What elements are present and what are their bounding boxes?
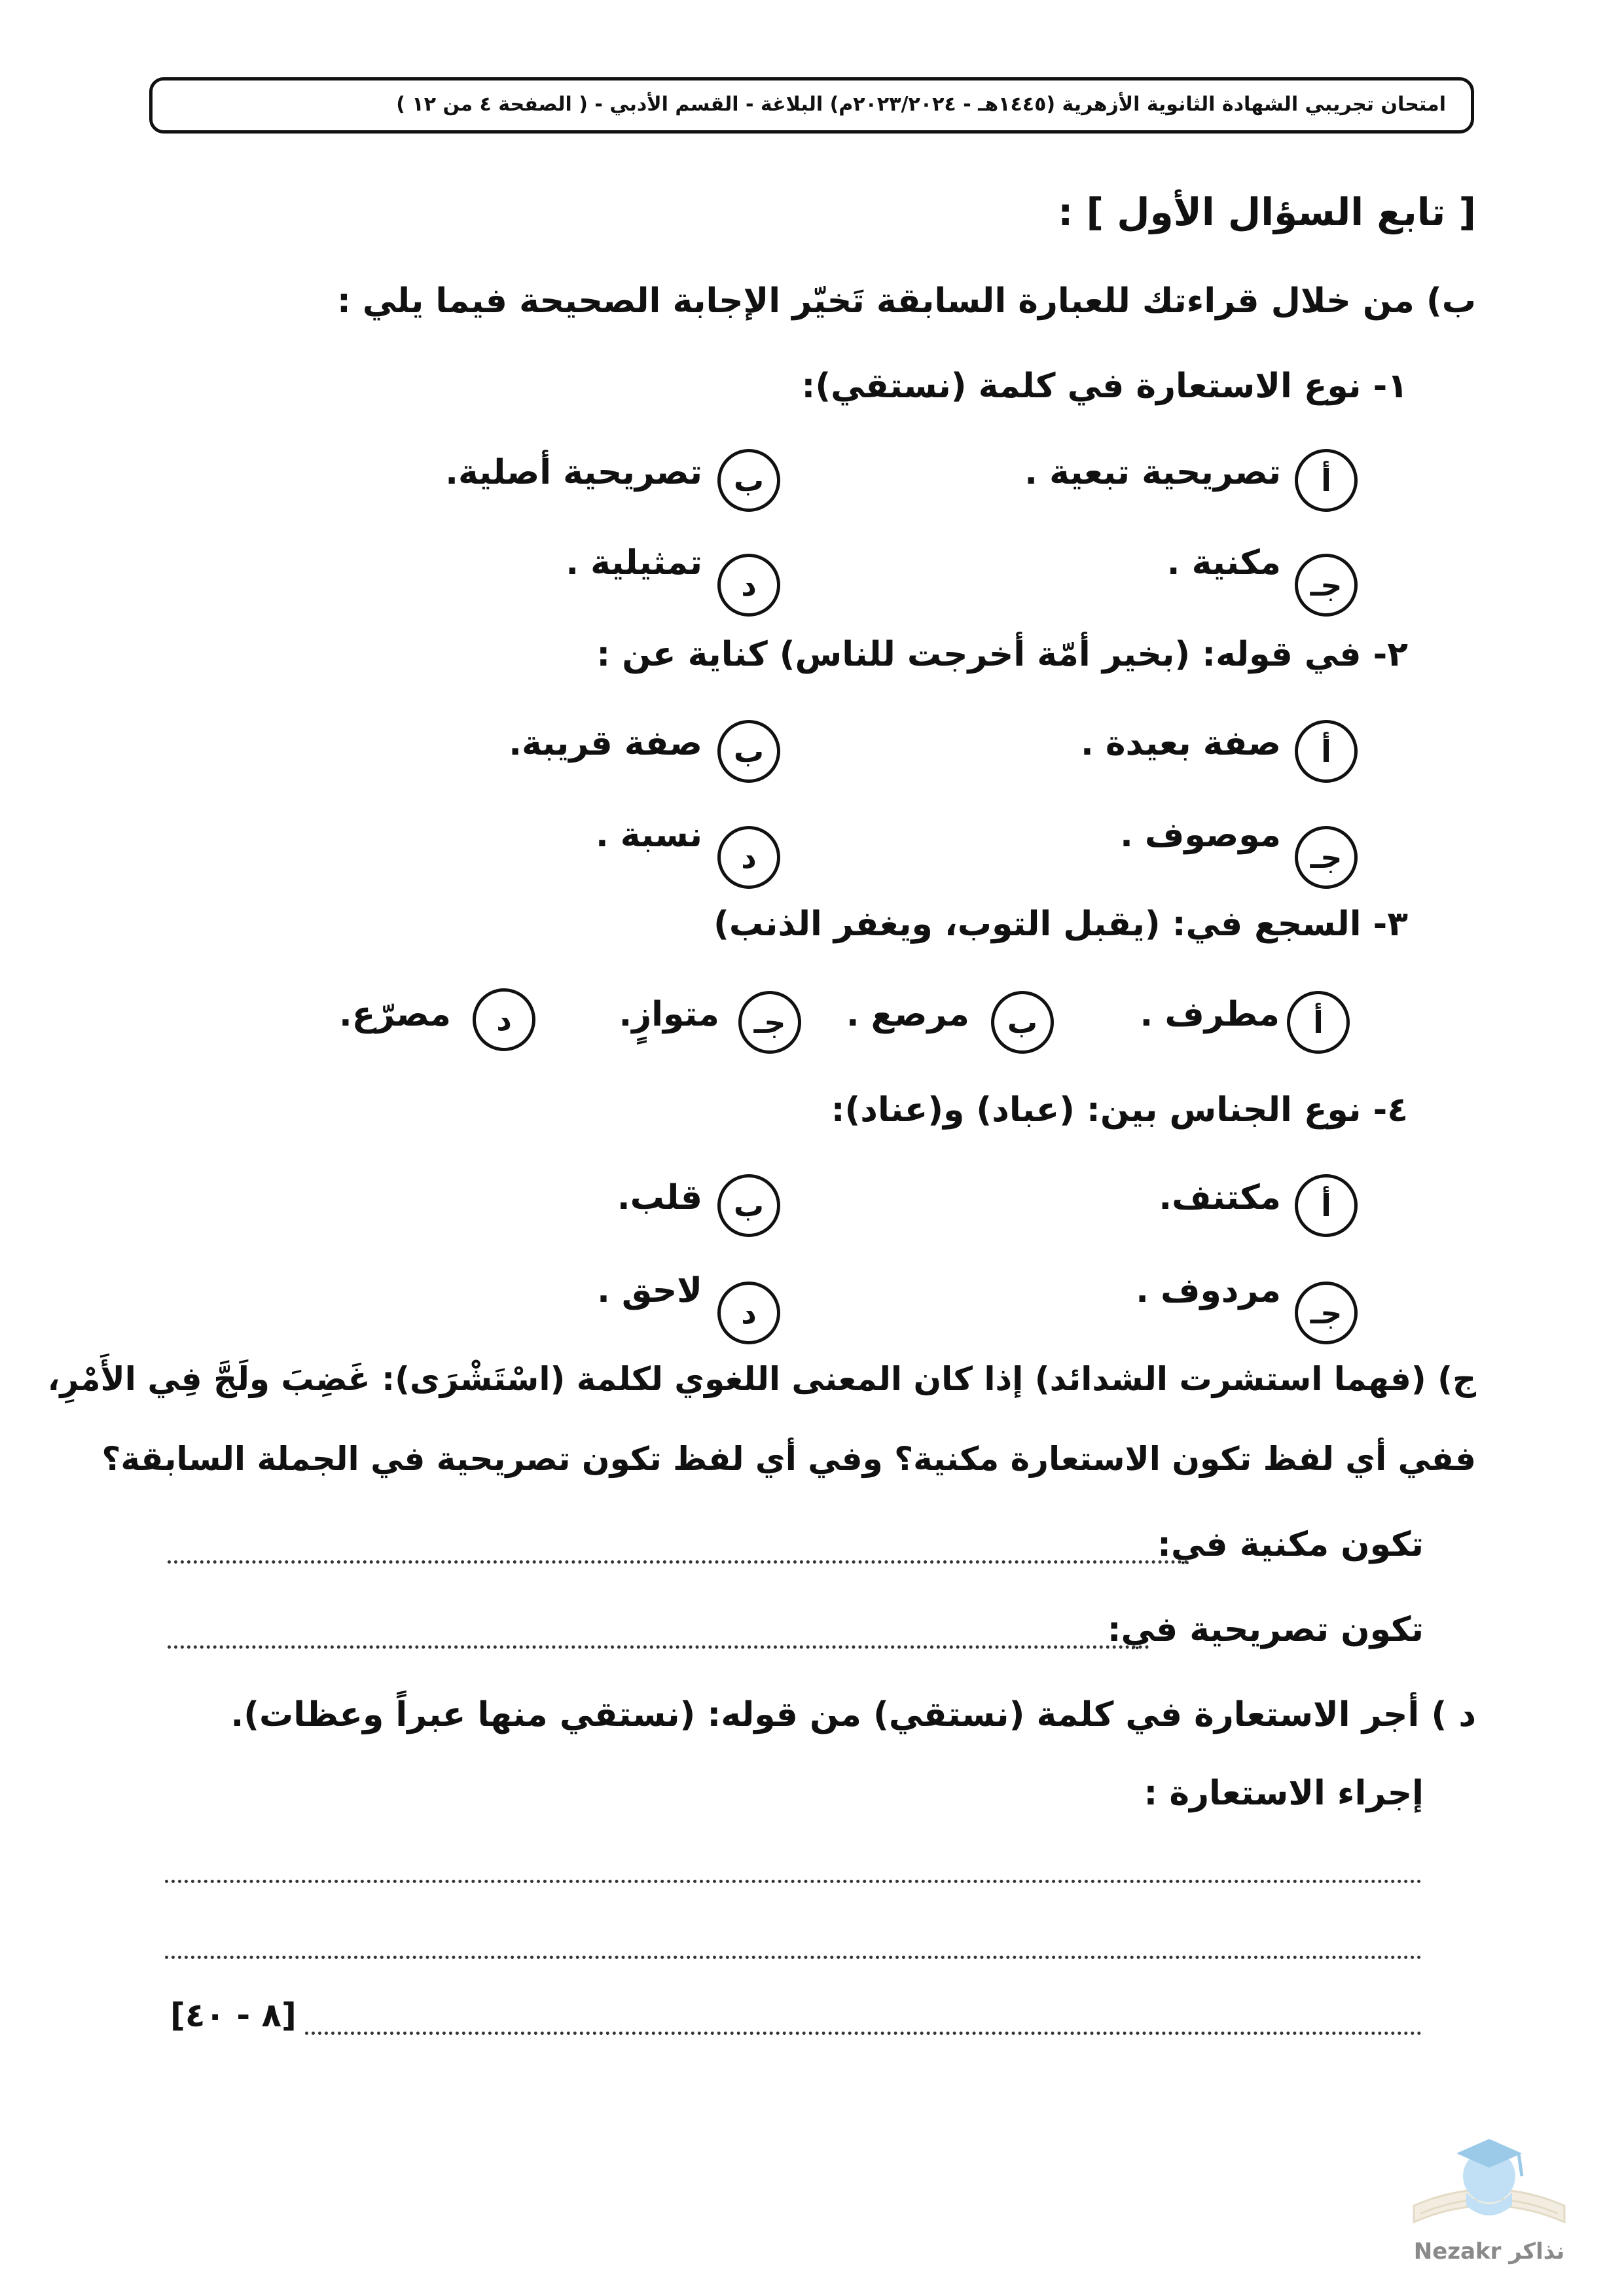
- score-mark: [٨ - ٤٠]: [170, 1996, 297, 2034]
- q2-option-c: موصوف .: [1120, 816, 1281, 855]
- option-d-marker[interactable]: د: [717, 826, 780, 889]
- q1-option-b: تصريحية أصلية.: [445, 453, 702, 492]
- q2-option-d: نسبة .: [595, 816, 702, 855]
- q3-option-d: مصرّع.: [338, 995, 451, 1034]
- nezakr-logo-text: Nezakr نذاكر: [1413, 2238, 1565, 2265]
- q3-option-b: مرصع .: [846, 995, 969, 1034]
- option-c-marker[interactable]: جـ: [1295, 1282, 1358, 1344]
- q3-option-c: متوازٍ.: [619, 995, 719, 1034]
- option-a-marker[interactable]: أ: [1295, 720, 1358, 783]
- q2-option-b: صفة قريبة.: [509, 724, 702, 763]
- part-b-instruction: ب) من خلال قراءتك للعبارة السابقة تَخيّر الإجابة الصحيحة فيما يلي :: [336, 281, 1476, 321]
- option-b-marker[interactable]: ب: [717, 1174, 780, 1237]
- tasrihiya-label: تكون تصريحية في:: [1107, 1610, 1424, 1649]
- option-c-marker[interactable]: جـ: [738, 991, 801, 1054]
- q1-option-a: تصريحية تبعية .: [1024, 453, 1281, 492]
- makniya-answer-line[interactable]: [168, 1560, 1189, 1564]
- question-2: ٢- في قوله: (بخير أمّة أخرجت للناس) كناية عن :: [596, 635, 1408, 674]
- question-4: ٤- نوع الجناس بين: (عباد) و(عناد):: [831, 1090, 1408, 1130]
- header-text: امتحان تجريبي الشهادة الثانوية الأزهرية (١٤٤٥هـ - ٢٠٢٣/٢٠٢٤م) البلاغة - القسم الأدبي - ( الصفحة ٤ من ١٢ ): [396, 93, 1446, 116]
- q4-option-c: مردوف .: [1136, 1271, 1281, 1310]
- option-a-marker[interactable]: أ: [1287, 991, 1350, 1054]
- q3-option-a: مطرف .: [1140, 995, 1280, 1034]
- option-a-marker[interactable]: أ: [1295, 1174, 1358, 1237]
- answer-line[interactable]: [305, 2032, 1422, 2035]
- makniya-label: تكون مكنية في:: [1157, 1525, 1424, 1564]
- question-3: ٣- السجع في: (يقبل التوب، ويغفر الذنب): [713, 905, 1408, 944]
- answer-line[interactable]: [165, 1956, 1422, 1959]
- option-b-marker[interactable]: ب: [991, 991, 1054, 1054]
- section-title: [ تابع السؤال الأول ] :: [1058, 190, 1476, 234]
- q4-option-a: مكتنف.: [1159, 1178, 1281, 1217]
- q1-option-d: تمثيلية .: [566, 543, 702, 583]
- part-c-line-1: ج) (فهما استشرت الشدائد) إذا كان المعنى اللغوي لكلمة (اسْتَشْرَى): غَضِبَ ولَجَّ فِي الأَمْرِ،: [47, 1360, 1476, 1398]
- part-d-label: إجراء الاستعارة :: [1144, 1774, 1424, 1813]
- option-c-marker[interactable]: جـ: [1295, 826, 1358, 889]
- question-1: ١- نوع الاستعارة في كلمة (نستقي):: [801, 367, 1408, 406]
- option-d-marker[interactable]: د: [717, 1282, 780, 1344]
- part-d-question: د ) أجر الاستعارة في كلمة (نستقي) من قوله: (نستقي منها عبراً وعظات).: [230, 1695, 1476, 1734]
- option-b-marker[interactable]: ب: [717, 720, 780, 783]
- q2-option-a: صفة بعيدة .: [1080, 724, 1281, 763]
- q1-option-c: مكنية .: [1166, 543, 1281, 583]
- q4-option-b: قلب.: [617, 1178, 702, 1217]
- tasrihiya-answer-line[interactable]: [168, 1645, 1149, 1649]
- option-b-marker[interactable]: ب: [717, 449, 780, 512]
- option-d-marker[interactable]: د: [473, 988, 535, 1051]
- q4-option-d: لاحق .: [597, 1271, 702, 1310]
- answer-line[interactable]: [165, 1880, 1422, 1883]
- part-c-line-2: ففي أي لفظ تكون الاستعارة مكنية؟ وفي أي لفظ تكون تصريحية في الجملة السابقة؟: [101, 1440, 1476, 1478]
- option-c-marker[interactable]: جـ: [1295, 554, 1358, 617]
- option-d-marker[interactable]: د: [717, 554, 780, 617]
- option-a-marker[interactable]: أ: [1295, 449, 1358, 512]
